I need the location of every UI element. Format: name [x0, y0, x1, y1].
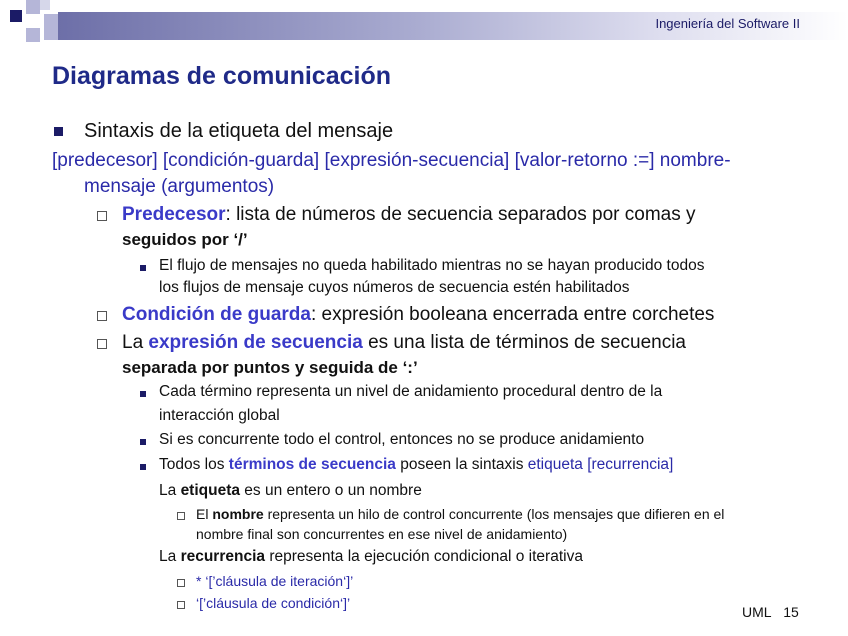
- small-square-bullet-icon: [140, 265, 146, 271]
- item-c-syntax: etiqueta [recurrencia]: [527, 456, 674, 473]
- hollow-square-bullet-icon: [97, 311, 107, 321]
- square-bullet-icon: [54, 127, 63, 136]
- deco-square-1: [10, 10, 22, 22]
- syntax-line-1: [predecesor] [condición-guarda] [expresión-secuencia] [valor-retorno :=] nombre-: [52, 150, 731, 171]
- recurrencia-text: representa la ejecución condicional o iterativa: [265, 548, 583, 565]
- small-square-bullet-icon: [140, 391, 146, 397]
- hollow-square-bullet-icon: [177, 512, 185, 520]
- bullet-syntax-heading: Sintaxis de la etiqueta del mensaje: [84, 120, 394, 142]
- expresion-line-1: [122, 332, 686, 354]
- hollow-square-bullet-icon: [97, 339, 107, 349]
- small-square-bullet-icon: [140, 439, 146, 445]
- expresion-pre: La: [122, 332, 149, 353]
- hollow-square-bullet-icon: [177, 579, 185, 587]
- item-c-term: términos de secuencia: [228, 456, 396, 473]
- page-title: Diagramas de comunicación: [52, 62, 392, 90]
- item-c-mid: poseen la sintaxis: [395, 456, 528, 473]
- small-square-bullet-icon: [140, 464, 146, 470]
- expresion-item-b: Si es concurrente todo el control, entonces no se produce anidamiento: [159, 431, 645, 448]
- footer: [742, 604, 799, 620]
- etiqueta-sub-text: representa un hilo de control concurrente (los mensajes que difieren en el: [263, 506, 725, 522]
- deco-square-4: [26, 28, 40, 42]
- predecesor-sub-1: El flujo de mensajes no queda habilitado mientras no se hayan producido todos: [159, 257, 705, 274]
- etiqueta-sub-2: nombre final son concurrentes en ese nivel de anidamiento): [196, 526, 568, 542]
- condicion-term: Condición de guarda: [122, 304, 311, 325]
- page-number: 15: [783, 604, 799, 620]
- expresion-item-a-2: interacción global: [159, 407, 280, 424]
- expresion-line-2: separada por puntos y seguida de ‘:’: [122, 358, 418, 377]
- etiqueta-term: etiqueta: [180, 482, 240, 499]
- expresion-item-a-1: Cada término representa un nivel de anidamiento procedural dentro de la: [159, 383, 663, 400]
- item-c-pre: Todos los: [159, 456, 229, 473]
- etiqueta-pre: La: [159, 482, 181, 499]
- deco-square-3: [44, 14, 58, 40]
- predecesor-line-1: [122, 204, 696, 226]
- deco-square-5: [40, 0, 50, 10]
- expresion-text: es una lista de términos de secuencia: [362, 332, 686, 353]
- recurrencia-pre: La: [159, 548, 181, 565]
- footer-label: UML: [742, 604, 772, 620]
- predecesor-term: Predecesor: [122, 204, 226, 225]
- expresion-term: expresión de secuencia: [148, 332, 363, 353]
- predecesor-sub-2: los flujos de mensaje cuyos números de secuencia estén habilitados: [159, 279, 630, 296]
- condicion-text: : expresión booleana encerrada entre corchetes: [310, 304, 715, 325]
- predecesor-line-2: seguidos por ‘/’: [122, 230, 248, 249]
- hollow-square-bullet-icon: [97, 211, 107, 221]
- recurrencia-line: [159, 548, 583, 566]
- recurrencia-option-2: ‘[’cláusula de condición‘]’: [196, 595, 351, 611]
- etiqueta-text: es un entero o un nombre: [240, 482, 422, 499]
- etiqueta-line: [159, 482, 422, 500]
- recurrencia-option-1: * ‘[’cláusula de iteración‘]’: [196, 573, 354, 589]
- deco-square-2: [26, 0, 40, 14]
- course-title: Ingeniería del Software II: [655, 16, 800, 31]
- predecesor-text: : lista de números de secuencia separados por comas y: [225, 204, 696, 225]
- condicion-line: [122, 304, 714, 326]
- syntax-line-2: mensaje (argumentos): [84, 176, 275, 197]
- etiqueta-sub-term: nombre: [212, 506, 264, 522]
- recurrencia-term: recurrencia: [180, 548, 266, 565]
- etiqueta-sub-1: [196, 506, 724, 522]
- hollow-square-bullet-icon: [177, 601, 185, 609]
- etiqueta-sub-pre: El: [196, 506, 213, 522]
- expresion-item-c: [159, 456, 673, 474]
